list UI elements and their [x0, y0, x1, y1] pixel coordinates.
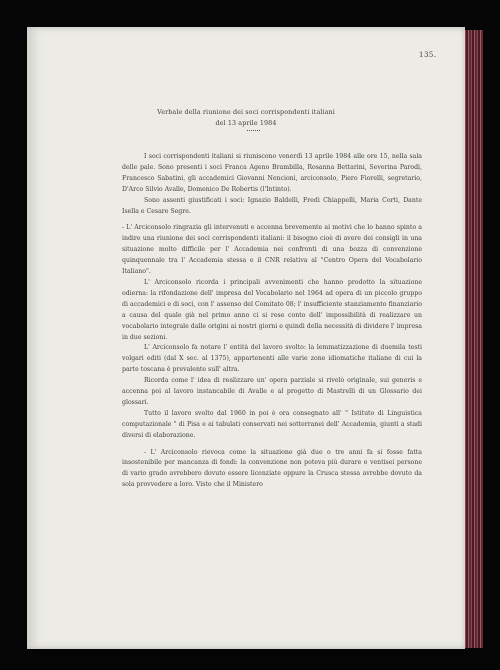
body-paragraph: Tutto il lavoro svolto dal 1960 in poi è ora consegnato all' " Istituto di Linguistica computazionale " di Pisa e ai tabulati conservati nei sotterranei dell' Accademia, giunti a stadi diversi di elaborazione.: [122, 409, 422, 439]
document-title: Verbale della riunione dei soci corrispondenti italiani: [157, 108, 335, 116]
document-date: del 13 aprile 1984: [215, 119, 277, 127]
document-page: [27, 27, 465, 649]
book-binding-edge: [463, 30, 483, 648]
body-paragraph: L' Arciconsolo fa notare l' entità del lavoro svolto: la lemmatizzazione di duemila testi volgari editi (dal X sec. al 1375), appartenenti alle varie zone idiomatiche italiane di cui la parte toscana è prevalente sull' altra.: [122, 344, 422, 374]
page-number: 135.: [419, 51, 437, 59]
title-divider: [247, 130, 260, 131]
body-paragraph: I soci corrispondenti italiani si riuniscono venerdì 13 aprile 1984 alle ore 15, nella sala delle pale. Sono presenti i soci Franca Ageno Brambilla, Rosanna Bettarini, Severina Parodi, Francesco Sabatini, gli accademici Giovanni Nencioni, arciconsolo, Piero Fiorelli, segretario, D'Arco Silvio Avalle, Domenico De Robertis (l'Intinto).: [122, 153, 422, 193]
body-paragraph: - L' Arciconsolo rievoca come la situazione già due o tre anni fa si fosse fatta insostenibile per mancanza di fondi: la convenzione non poteva più durare e ventisei persone di vario grado avrebbero dovuto essere licenziate oppure la Crusca stessa avrebbe dovuto da sola provvedere a loro. Visto che il Ministero: [122, 448, 422, 489]
body-paragraph: - L' Arciconsolo ringrazia gli intervenuti e accenna brevemente ai motivi che lo hanno spinto a indire una riunione dei soci corrispondenti italiani: il bisogno cioè di avere dei consigli in una situazione molto difficile per l' Accademia nei confronti di una bozza di convenzione quinquennale tra l' Accademia stessa e il CNR relativa al "Centro Opera del Vocabolario Italiano".: [122, 224, 422, 276]
document-body: [122, 152, 422, 491]
body-paragraph: Sono assenti giustificati i soci: Ignazio Baldelli, Fredi Chiappelli, Maria Corti, Dante Isella e Cesare Segre.: [122, 196, 422, 215]
body-paragraph: L' Arciconsolo ricorda i principali avvenimenti che hanno prodotto la situazione odierna: la rifondazione dell' impresa del Vocabolario nel 1964 ad opera di un piccolo gruppo di accademici e di soci, con l' assenso del Comitato 08; l' insufficiente stanziamento finanziario a causa del quale già nel primo anno ci si rese conto dell' impossibilità di realizzare un vocabolario integrale dalle origini ai nostri giorni e quindi della necessità di dividere l' impresa in due sezioni.: [122, 278, 422, 341]
body-paragraph: Ricorda come l' idea di realizzare un' opera parziale si rivelò originale, sui generis e accenna poi al lavoro instancabile di Avalle e al progetto di Mastrelli di un Glossario dei glossari.: [122, 377, 422, 406]
